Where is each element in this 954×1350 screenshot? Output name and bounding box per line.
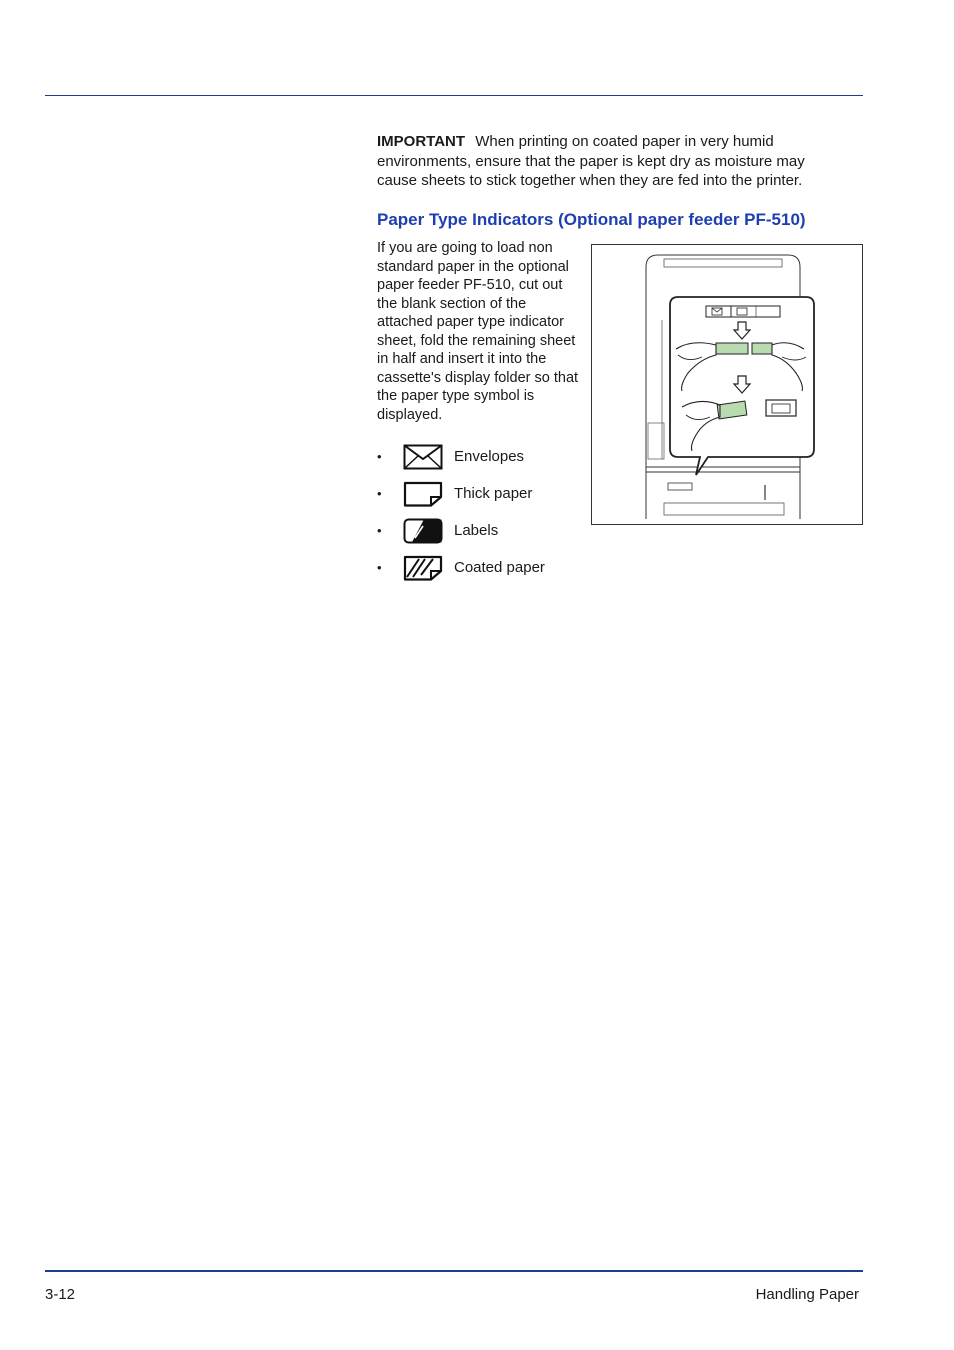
paper-type-list bbox=[377, 438, 545, 586]
paper-indicator-illustration bbox=[591, 244, 863, 525]
bullet: • bbox=[377, 523, 382, 538]
paper-type-label: Coated paper bbox=[454, 559, 545, 576]
list-item bbox=[377, 438, 545, 475]
paper-type-label: Envelopes bbox=[454, 448, 525, 465]
envelope-icon bbox=[403, 444, 443, 470]
bullet: • bbox=[377, 486, 382, 501]
bullet: • bbox=[377, 449, 382, 464]
page-number: 3-12 bbox=[45, 1286, 76, 1303]
printer-illustration bbox=[592, 245, 862, 524]
list-item bbox=[377, 512, 545, 549]
important-label: IMPORTANT bbox=[377, 133, 466, 150]
important-note bbox=[377, 132, 847, 191]
labels-icon bbox=[403, 518, 443, 544]
bullet: • bbox=[377, 560, 382, 575]
chapter-title: Handling Paper bbox=[755, 1286, 859, 1303]
list-item bbox=[377, 549, 545, 586]
paper-type-label: Thick paper bbox=[454, 485, 533, 502]
header-rule bbox=[45, 95, 863, 96]
section-heading: Paper Type Indicators (Optional paper feeder PF-510) bbox=[377, 210, 806, 229]
important-text: When printing on coated paper in very humid environments, ensure that the paper is kept dry as moisture may cause sheets to stick together when they are fed into the printer. bbox=[377, 133, 805, 189]
footer-rule bbox=[45, 1270, 863, 1272]
thick-paper-icon bbox=[403, 481, 443, 507]
section-body: If you are going to load non standard paper in the optional paper feeder PF-510, cut out the blank section of the attached paper type indicator sheet, fold the remaining sheet in half and insert it into the cassette's display folder so that the paper type symbol is displayed. bbox=[377, 240, 579, 423]
list-item bbox=[377, 475, 545, 512]
paper-type-label: Labels bbox=[454, 522, 499, 539]
coated-paper-icon bbox=[403, 555, 443, 581]
